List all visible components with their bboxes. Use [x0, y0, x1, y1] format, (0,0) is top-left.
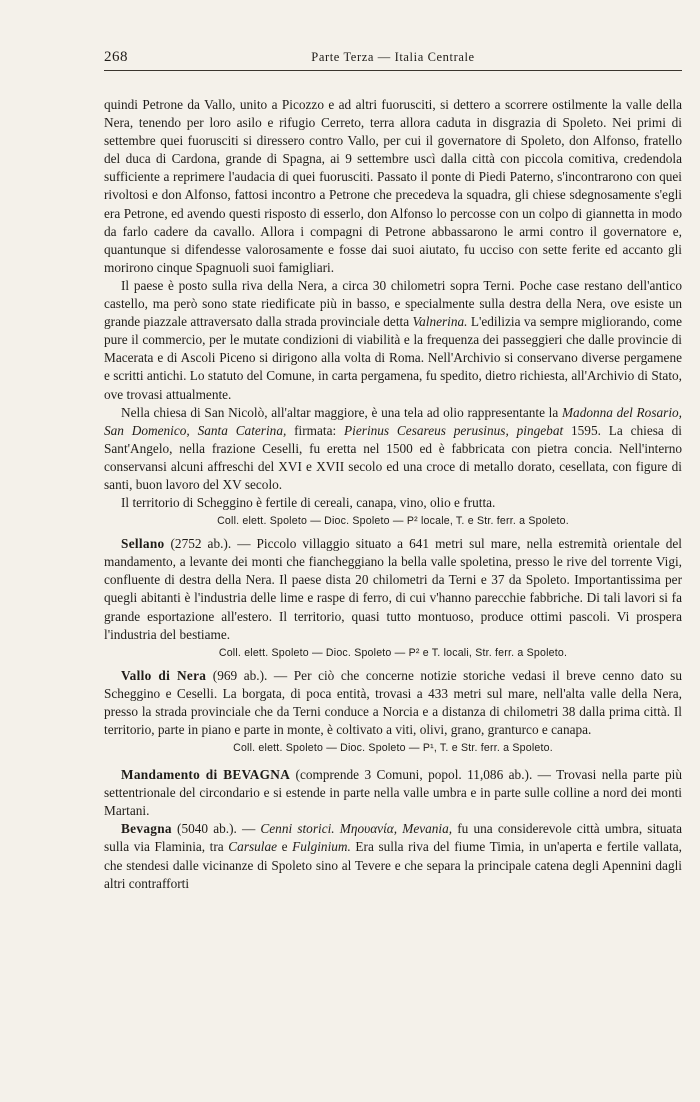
coll-line-scheggino: Coll. elett. Spoleto — Dioc. Spoleto — P² locale, T. e Str. ferr. a Spoleto.	[217, 515, 569, 528]
paragraph-scheggino-history: quindi Petrone da Vallo, unito a Picozzo e ad altri fuorusciti, si dettero a scorrere ostilmente la valle della Nera, tenendo per loro asilo e rifugio Cerreto, terra allora caduta in disgrazia di Spoleto. Nei primi di settembre quei fuorusciti si diressero contro Vallo, per cui il governatore di Spoleto, don Alfonso, fratello del duca di Cardona, grande di Spagna, ai 9 settembre uscì dalla città con piccola comitiva, credendola sufficiente a reprimere l'audacia di quei fuorusciti. Passato il ponte di Piedi Paterno, s'incontrarono con quei rivoltosi e don Alfonso, fattosi incontro a Petrone che precedeva la squadra, gli chiese sdegnosamente s'egli era Petrone, ed avendo questi risposto di esserlo, don Alfonso lo percosse con un colpo di giannetta in modo da farlo cadere da cavallo. Allora i compagni di Petrone abbassarono le armi contro il governatore e, quantunque si difendesse valorosamente e fosse dai suoi aiutato, fu ucciso con sette ferite ed accanto gli morirono cinque Spagnuoli suoi famigliari.	[104, 97, 682, 275]
paragraph-scheggino-territory: Il territorio di Scheggino è fertile di cereali, canapa, vino, olio e frutta.	[121, 495, 496, 511]
running-title: Parte Terza — Italia Centrale	[311, 50, 475, 64]
page-number: 268	[104, 49, 128, 65]
entry-sellano: Sellano (2752 ab.). — Piccolo villaggio situato a 641 metri sul mare, nella estremità orientale del mandamento, a levante dei monti che fiancheggiano la bella valle spoletina, presso le rive del torrente Vigi, confluente di destra della Nera. Il paese dista 20 chilometri da Terni e 37 da Spoleto. Importantissima per quegli abitanti è l'industria delle lime e raspe di ferro, di cui v'hanno parecchie fabbriche. Di tali lavori si fa grande esportazione all'estero. Il territorio, quasi tutto montuoso, produce ottimi pascoli. Vi prospera l'industria del bestiame.	[104, 536, 682, 642]
entry-title-bevagna: Bevagna	[121, 821, 172, 837]
entry-title-vallo-di-nera: Vallo di Nera	[121, 667, 207, 683]
page-body	[104, 96, 682, 893]
entry-title-sellano: Sellano	[121, 536, 165, 552]
entry-bevagna: Bevagna (5040 ab.). — Cenni storici. Μηουανία, Mevania, fu una considerevole città umbra, situata sulla via Flaminia, tra Carsulae e Fulginium. Era sulla riva del fiume Timia, in un'aperta e fertile vallata, che stendesi dalle vicinanze di Spoleto sino al Tevere e che separa la principale catena degli Apennini dagli altri contrafforti	[104, 821, 682, 891]
coll-line-sellano: Coll. elett. Spoleto — Dioc. Spoleto — P² e T. locali, Str. ferr. a Spoleto.	[218, 646, 568, 659]
entry-title-mandamento-bevagna: BEVAGNA	[223, 767, 291, 783]
coll-line-vallo-di-nera: Coll. elett. Spoleto — Dioc. Spoleto — P¹, T. e Str. ferr. a Spoleto.	[233, 742, 553, 755]
entry-vallo-di-nera: Vallo di Nera (969 ab.). — Per ciò che concerne notizie storiche vedasi il breve cenno dato su Scheggino e Ceselli. La borgata, di poca entità, trovasi a 433 metri sul mare, nell'alta valle della Nera, presso la strada provinciale che da Terni conduce a Norcia e a distanza di chilometri 38 dalla prima città. Il territorio, parte in piano e parte in monte, è coltivato a viti, olivi, grano, granturco e canapa.	[104, 667, 682, 737]
page-header	[104, 49, 682, 71]
paragraph-scheggino-churches: Nella chiesa di San Nicolò, all'altar maggiore, è una tela ad olio rappresentante la Madonna del Rosario, San Domenico, Santa Caterina, firmata: Pierinus Cesareus perusinus, pingebat 1595. La chiesa di Sant'Angelo, nella frazione Ceselli, fu eretta nel 1500 ed è fabbricata con pietra concia. Nell'interno conservansi alcuni affreschi del XVI e XVII secolo ed una croce di metallo dorato, cesellata, con figure di santi, buon lavoro del XV secolo.	[104, 404, 682, 492]
paragraph-scheggino-town: Il paese è posto sulla riva della Nera, a circa 30 chilometri sopra Terni. Poche case restano dell'antico castello, ma però sono state riedificate più in basso, e specialmente sulla destra della Nera, ove esiste un grande piazzale attraversato dalla strada provinciale detta Valnerina. L'edilizia va sempre migliorando, come pure il commercio, per le mutate condizioni di viabilità e la frequenza dei passeggieri che dalle provincie di Macerata e di Ascoli Piceno si dirigono alla volta di Roma. Nell'Archivio si conservano diverse pergamene e scritti antichi. Lo statuto del Comune, in carta pergamena, fu spedito, dietro richiesta, all'Archivio di Stato, ove trovasi attualmente.	[104, 277, 682, 402]
header-rule	[104, 70, 682, 71]
entry-mandamento-bevagna: Mandamento di BEVAGNA (comprende 3 Comuni, popol. 11,086 ab.). — Trovasi nella parte più settentrionale del circondario e si estende in parte nella valle umbra e in parte sulle colline a nord dei monti Martani.	[104, 767, 682, 819]
